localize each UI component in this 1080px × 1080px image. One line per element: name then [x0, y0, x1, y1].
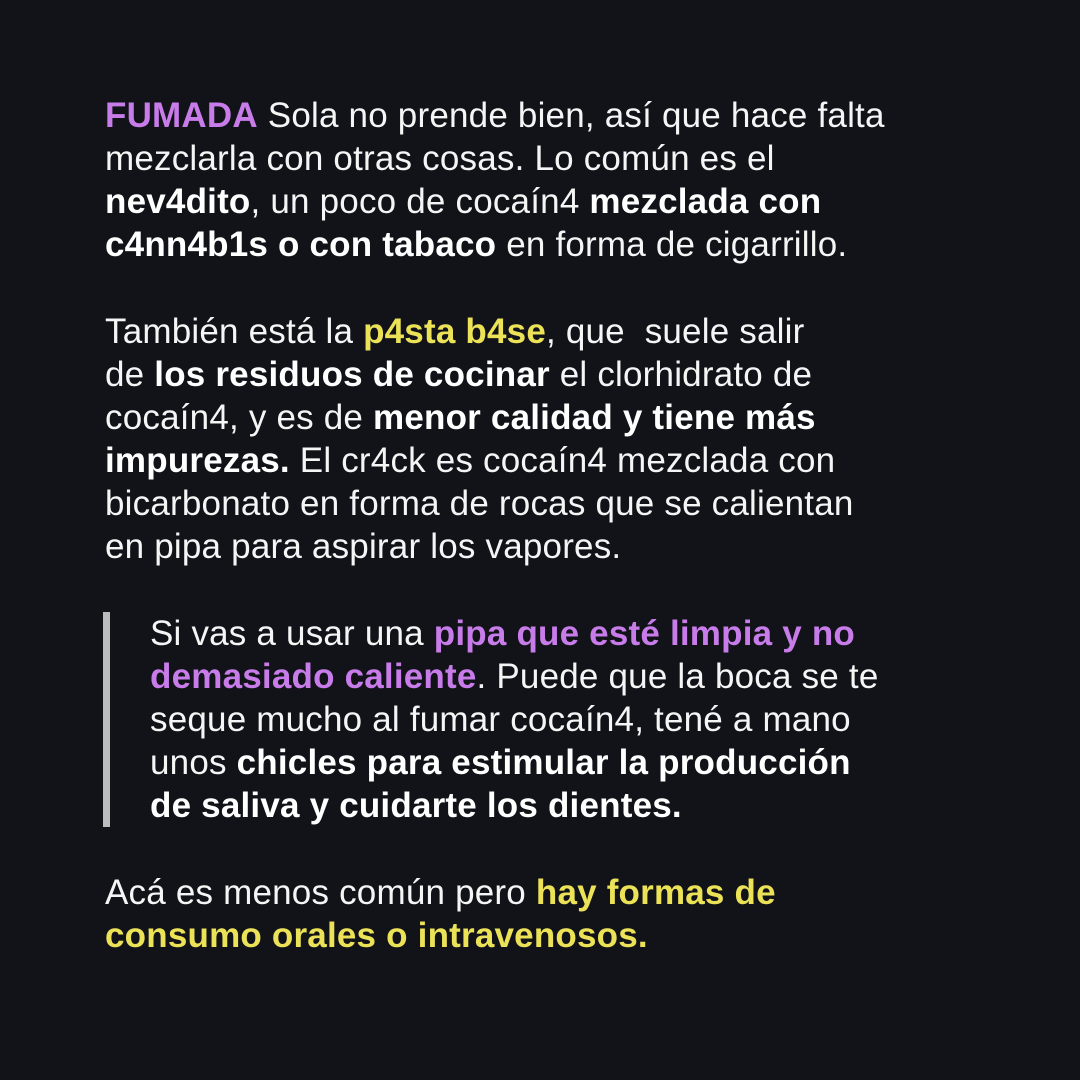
- text-run: , que suele salir: [546, 312, 805, 351]
- text-line: [105, 482, 1000, 525]
- text-line: [150, 784, 1000, 827]
- text-line: [105, 525, 1000, 568]
- text-run: hay formas de: [535, 873, 776, 912]
- text-run: consumo orales o intravenosos.: [105, 916, 648, 955]
- text-line: [105, 353, 1000, 396]
- paragraph-pasta-base: [105, 310, 1000, 568]
- text-run: . Puede que la boca se te: [476, 657, 879, 696]
- text-run: el clorhidrato de: [549, 355, 813, 394]
- text-line: [105, 871, 1000, 914]
- blockquote-pipa-tip: [103, 612, 1000, 827]
- text-run: El cr4ck es cocaín4 mezclada con: [289, 441, 836, 480]
- text-run: pipa que esté limpia y no: [433, 614, 855, 653]
- text-line: [105, 223, 1000, 266]
- text-line: [150, 612, 1000, 655]
- paragraph-otras-formas: [105, 871, 1000, 957]
- text-line: [105, 137, 1000, 180]
- text-line: [150, 655, 1000, 698]
- text-run: mezclarla con otras cosas. Lo común es el: [105, 139, 775, 178]
- text-run: p4sta b4se: [363, 312, 546, 351]
- text-run: demasiado caliente: [150, 657, 477, 696]
- text-run: cocaín4, y es de: [105, 398, 374, 437]
- text-run: los residuos de cocinar: [154, 355, 550, 394]
- text-run: nev4dito: [105, 182, 251, 221]
- text-line: [105, 396, 1000, 439]
- text-run: unos: [150, 743, 237, 782]
- text-line: [105, 439, 1000, 482]
- text-content: [105, 94, 1000, 957]
- text-run: de saliva y cuidarte los dientes.: [150, 786, 682, 825]
- text-run: chicles para estimular la producción: [236, 743, 851, 782]
- text-line: [105, 914, 1000, 957]
- text-run: en forma de cigarrillo.: [496, 225, 848, 264]
- paragraph-fumada: [105, 94, 1000, 266]
- text-run: También está la: [105, 312, 364, 351]
- text-run: c4nn4b1s o con tabaco: [105, 225, 497, 264]
- text-run: seque mucho al fumar cocaín4, tené a mano: [150, 700, 851, 739]
- text-run: mezclada con: [589, 182, 822, 221]
- text-run: de: [105, 355, 155, 394]
- text-run: en pipa para aspirar los vapores.: [105, 527, 622, 566]
- text-run: menor calidad y tiene más: [373, 398, 816, 437]
- text-run: Acá es menos común pero: [105, 873, 536, 912]
- text-run: Si vas a usar una: [150, 614, 434, 653]
- text-run: FUMADA: [105, 96, 258, 135]
- text-run: bicarbonato en forma de rocas que se calientan: [105, 484, 854, 523]
- text-run: Sola no prende bien, así que hace falta: [257, 96, 885, 135]
- text-line: [105, 180, 1000, 223]
- text-run: , un poco de cocaín4: [250, 182, 590, 221]
- text-line: [150, 698, 1000, 741]
- text-run: impurezas.: [105, 441, 290, 480]
- text-line: [105, 310, 1000, 353]
- text-line: [105, 94, 1000, 137]
- text-line: [150, 741, 1000, 784]
